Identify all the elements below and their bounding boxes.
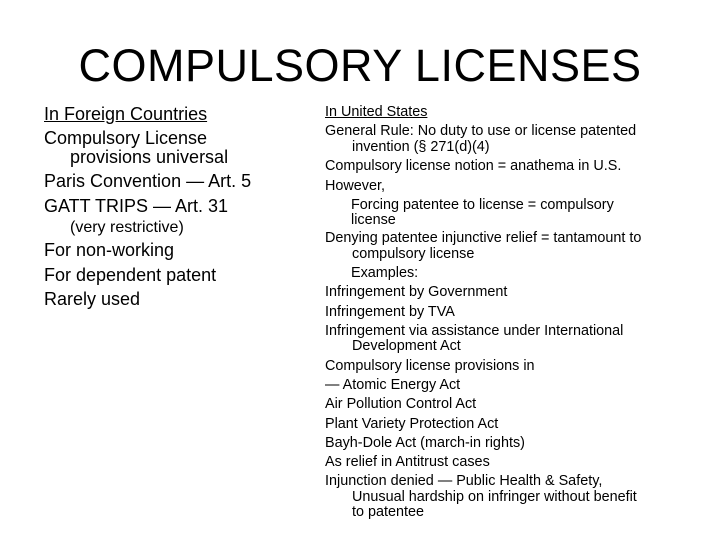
right-item-line: Infringement via assistance under International bbox=[325, 322, 624, 339]
left-item-paris: Paris Convention — Art. 5 bbox=[44, 171, 252, 192]
left-item-line-cont: provisions universal bbox=[70, 147, 229, 168]
right-item-line-cont: to patentee bbox=[352, 504, 425, 521]
right-item-injunction bbox=[325, 474, 695, 521]
right-subitem-forcing bbox=[325, 198, 695, 229]
right-item-antitrust: As relief in Antitrust cases bbox=[325, 453, 490, 470]
right-item-bayh-dole: Bayh-Dole Act (march-in rights) bbox=[325, 434, 525, 451]
left-column bbox=[44, 102, 294, 311]
slide-title: COMPULSORY LICENSES bbox=[78, 40, 642, 91]
right-item-line: Forcing patentee to license = compulsory bbox=[351, 196, 614, 213]
left-item-gatt: GATT TRIPS — Art. 31 bbox=[44, 195, 229, 216]
left-subitem-restrictive: (very restrictive) bbox=[70, 219, 184, 237]
right-item-anathema: Compulsory license notion = anathema in U.S. bbox=[325, 158, 622, 175]
right-item-line: General Rule: No duty to use or license patented bbox=[325, 123, 637, 140]
right-subitem-examples: Examples: bbox=[351, 265, 419, 282]
left-item-nonworking: For non-working bbox=[44, 240, 175, 261]
right-heading: In United States bbox=[325, 104, 428, 120]
right-item-however: However, bbox=[325, 177, 385, 194]
left-heading: In Foreign Countries bbox=[44, 104, 208, 124]
right-item-general-rule bbox=[325, 124, 695, 155]
right-item-provisions: Compulsory license provisions in bbox=[325, 357, 535, 374]
right-item-air: Air Pollution Control Act bbox=[325, 396, 477, 413]
right-item-line-cont: license bbox=[351, 212, 396, 229]
left-item-rarely: Rarely used bbox=[44, 289, 141, 310]
right-item-line-cont: Unusual hardship on infringer without benefit bbox=[352, 488, 637, 505]
right-item-line: Injunction denied — Public Health & Safety, bbox=[325, 473, 603, 490]
right-item-plant: Plant Variety Protection Act bbox=[325, 415, 499, 432]
right-item-atomic: — Atomic Energy Act bbox=[325, 377, 461, 394]
right-item-tva: Infringement by TVA bbox=[325, 303, 455, 320]
right-item-government: Infringement by Government bbox=[325, 284, 508, 301]
right-item-denying bbox=[325, 231, 695, 262]
right-item-line-cont: Development Act bbox=[352, 338, 461, 355]
right-column bbox=[325, 103, 695, 523]
left-item-compulsory-license bbox=[44, 129, 294, 167]
right-item-international bbox=[325, 324, 695, 355]
right-item-line-cont: invention (§ 271(d)(4) bbox=[352, 138, 490, 155]
right-item-line-cont: compulsory license bbox=[352, 245, 475, 262]
left-item-dependent: For dependent patent bbox=[44, 264, 217, 285]
left-item-line: Compulsory License bbox=[44, 128, 208, 149]
right-item-line: Denying patentee injunctive relief = tantamount to bbox=[325, 229, 642, 246]
